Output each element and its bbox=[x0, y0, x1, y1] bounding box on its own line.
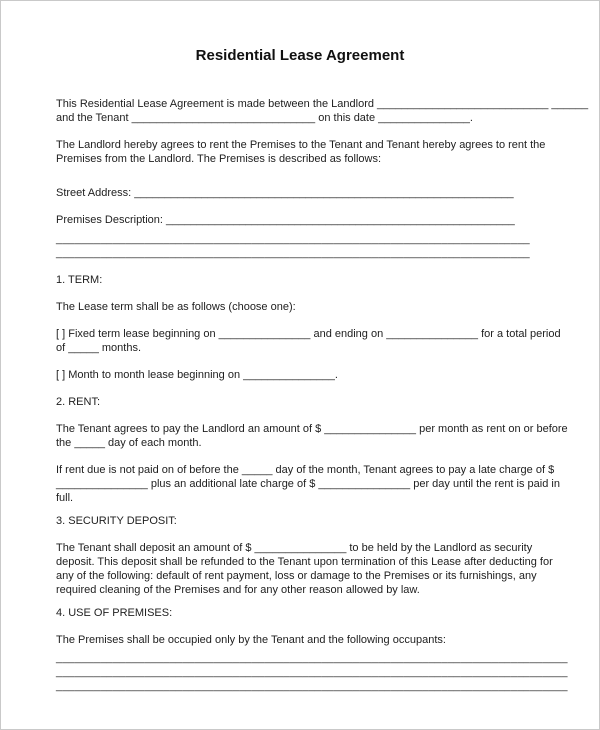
rent-late-charge-clause bbox=[56, 463, 560, 505]
rent-late-charge-line: _______________ plus an additional late charge of $ _______________ per day until the rent is paid in bbox=[56, 478, 560, 490]
occupants-clause bbox=[56, 633, 551, 647]
rent-late-charge-line: full. bbox=[56, 492, 74, 504]
occupants-intro-line: The Premises shall be occupied only by the Tenant and the following occupants: bbox=[56, 634, 446, 646]
street-address-line: Street Address: ______________________________________________________________ bbox=[56, 187, 514, 199]
premises-description-blank-lines bbox=[56, 232, 551, 260]
rent-amount-line: The Tenant agrees to pay the Landlord an amount of $ _______________ per month as rent on or before bbox=[56, 423, 568, 435]
premises-intro-clause bbox=[56, 138, 551, 166]
section-heading-security-deposit: 3. SECURITY DEPOSIT: bbox=[56, 515, 177, 527]
section-rent bbox=[56, 395, 551, 409]
premises-intro-line: Premises from the Landlord. The Premises is described as follows: bbox=[56, 153, 382, 165]
premises-intro-line: The Landlord hereby agrees to rent the Premises to the Tenant and Tenant hereby agrees to rent the bbox=[56, 139, 546, 151]
parties-clause-line: and the Tenant ______________________________ on this date _______________. bbox=[56, 112, 473, 124]
term-fixed-option bbox=[56, 327, 561, 355]
section-heading-use-of-premises: 4. USE OF PREMISES: bbox=[56, 607, 173, 619]
security-deposit-line: deposit. This deposit shall be refunded to the Tenant upon termination of this Lease after deducting for bbox=[56, 556, 553, 568]
blank-write-in-line: ___________________________________________________________________________ bbox=[56, 247, 530, 259]
street-address-field bbox=[56, 186, 551, 200]
section-security-deposit bbox=[56, 514, 551, 528]
rent-amount-line: the _____ day of each month. bbox=[56, 437, 202, 449]
term-month-to-month-line: [ ] Month to month lease beginning on _______________. bbox=[56, 369, 338, 381]
parties-clause bbox=[56, 97, 589, 125]
security-deposit-clause bbox=[56, 541, 551, 597]
parties-clause-line: This Residential Lease Agreement is made between the Landlord ____________________________ ______ bbox=[56, 98, 589, 110]
premises-description-field bbox=[56, 213, 551, 227]
blank-write-in-line: _________________________________________________________________________________ bbox=[56, 666, 568, 678]
term-month-to-month-option bbox=[56, 368, 551, 382]
security-deposit-line: required cleaning of the Premises and for any other reason allowed by law. bbox=[56, 584, 420, 596]
security-deposit-line: any of the following: default of rent payment, loss or damage to the Premises or its furnishings, any bbox=[56, 570, 537, 582]
term-intro-line: The Lease term shall be as follows (choose one): bbox=[56, 301, 296, 313]
security-deposit-line: The Tenant shall deposit an amount of $ _______________ to be held by the Landlord as security bbox=[56, 542, 533, 554]
section-use-of-premises bbox=[56, 606, 551, 620]
section-term bbox=[56, 273, 551, 287]
section-heading-rent: 2. RENT: bbox=[56, 396, 101, 408]
term-intro bbox=[56, 300, 551, 314]
premises-description-line: Premises Description: _________________________________________________________ bbox=[56, 214, 515, 226]
rent-amount-clause bbox=[56, 422, 568, 450]
section-heading-term: 1. TERM: bbox=[56, 274, 103, 286]
page-title: Residential Lease Agreement bbox=[195, 47, 405, 64]
rent-late-charge-line: If rent due is not paid on of before the _____ day of the month, Tenant agrees to pay a late charge of $ bbox=[56, 464, 555, 476]
blank-write-in-line: _________________________________________________________________________________ bbox=[56, 680, 568, 692]
blank-write-in-line: _________________________________________________________________________________ bbox=[56, 652, 568, 664]
term-fixed-option-line: [ ] Fixed term lease beginning on _______________ and ending on _______________ for a total period bbox=[56, 328, 561, 340]
term-fixed-option-line: of _____ months. bbox=[56, 342, 142, 354]
occupants-blank-lines bbox=[56, 651, 568, 693]
blank-write-in-line: ___________________________________________________________________________ bbox=[56, 233, 530, 245]
